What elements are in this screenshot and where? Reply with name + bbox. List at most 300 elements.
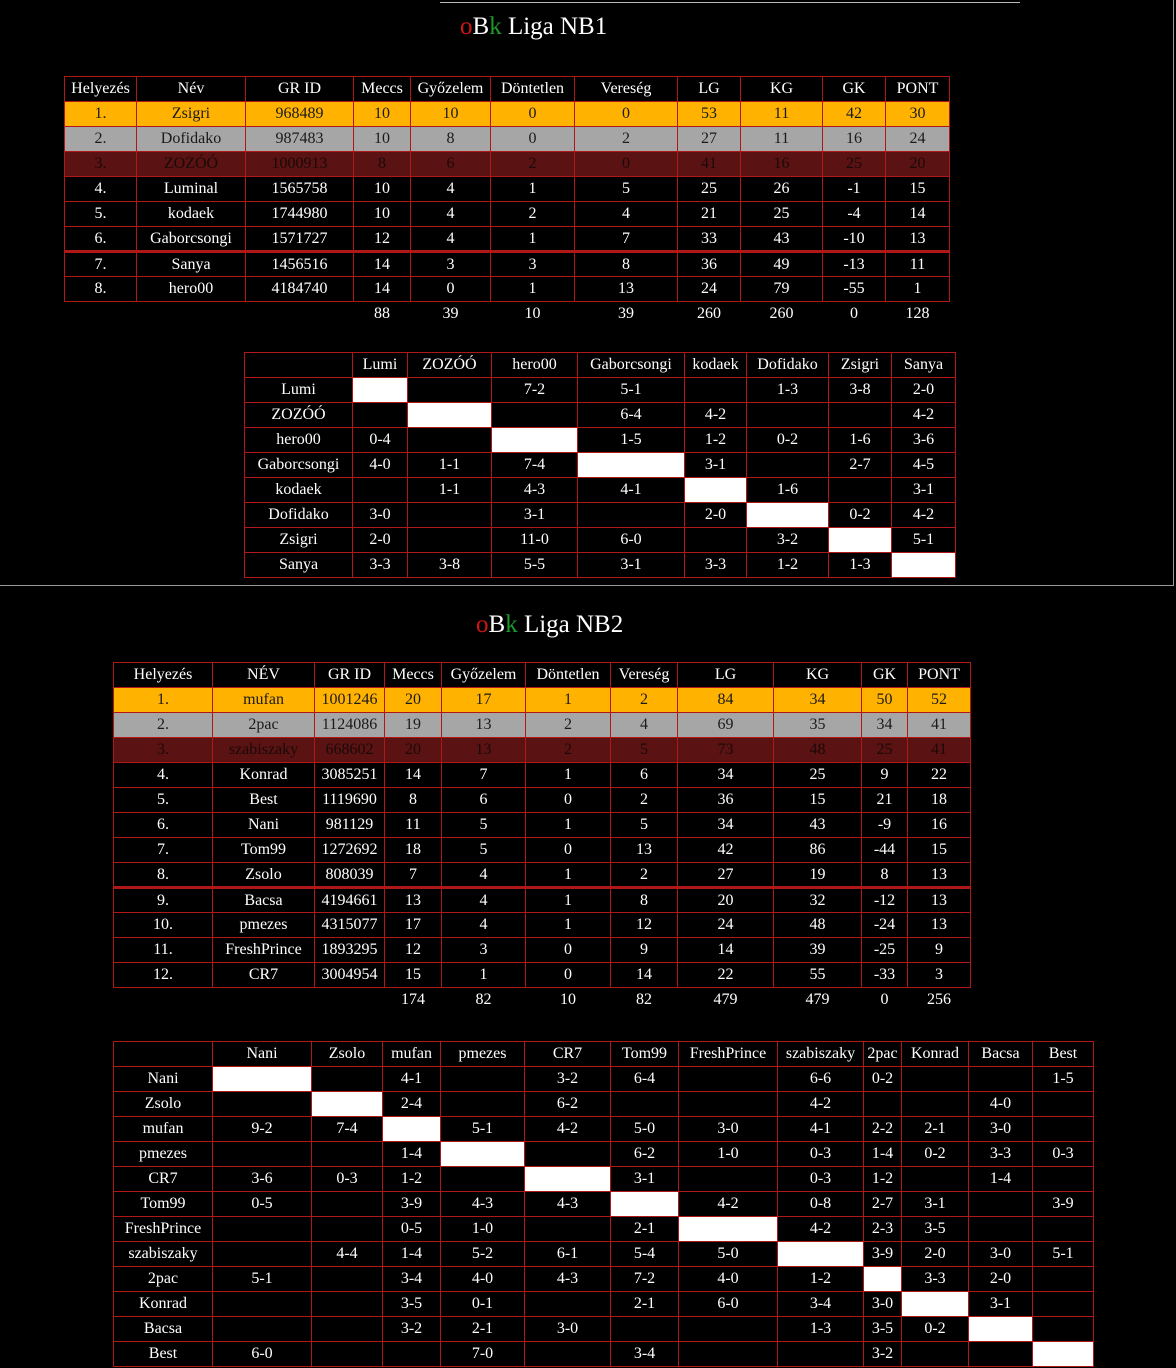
table-cell: 22	[678, 963, 774, 988]
total-cell: 10	[560, 991, 576, 1009]
matrix-score-cell: 4-0	[679, 1267, 778, 1292]
matrix-score-cell	[864, 1092, 902, 1117]
table-cell: 1	[526, 688, 611, 713]
matrix-score-cell	[679, 1317, 778, 1342]
table-cell: 7.	[65, 252, 137, 277]
matrix-score-cell: 4-2	[525, 1117, 611, 1142]
matrix-score-cell: 3-1	[685, 453, 747, 478]
matrix-row-header: 2pac	[114, 1267, 213, 1292]
matrix-row-header: pmezes	[114, 1142, 213, 1167]
table-cell: 36	[678, 252, 741, 277]
table-cell: 11	[385, 813, 442, 838]
table-cell: 1	[886, 277, 950, 302]
table-cell: 24	[678, 277, 741, 302]
nb1-results-matrix	[244, 352, 956, 578]
table-cell: 12.	[114, 963, 213, 988]
nb2-standings-table	[113, 662, 971, 1013]
matrix-score-cell: 6-0	[679, 1292, 778, 1317]
total-cell: 479	[713, 991, 738, 1009]
matrix-row-header: Lumi	[245, 378, 353, 403]
matrix-score-cell: 3-0	[353, 503, 408, 528]
matrix-row-header: Gaborcsongi	[245, 453, 353, 478]
column-header: Helyezés	[114, 663, 213, 688]
matrix-row	[114, 1117, 1094, 1142]
matrix-score-cell: 3-1	[892, 478, 956, 503]
matrix-score-cell: 4-2	[892, 403, 956, 428]
table-cell: 10	[354, 177, 411, 202]
matrix-score-cell: 1-4	[383, 1142, 441, 1167]
matrix-score-cell	[408, 428, 492, 453]
table-row	[114, 738, 971, 763]
table-cell: 49	[741, 252, 823, 277]
matrix-diagonal-cell	[353, 378, 408, 403]
table-cell: 981129	[315, 813, 385, 838]
table-cell: 0	[491, 127, 575, 152]
table-cell: szabiszaky	[213, 738, 315, 763]
matrix-score-cell: 3-5	[383, 1292, 441, 1317]
column-header: Döntetlen	[526, 663, 611, 688]
table-cell: 4	[442, 888, 526, 913]
table-row	[114, 688, 971, 713]
matrix-score-cell: 1-4	[864, 1142, 902, 1167]
matrix-score-cell: 4-3	[525, 1192, 611, 1217]
matrix-score-cell	[441, 1092, 525, 1117]
matrix-score-cell: 5-2	[441, 1242, 525, 1267]
table-cell: 18	[385, 838, 442, 863]
matrix-row	[114, 1142, 1094, 1167]
matrix-score-cell: 0-3	[312, 1167, 383, 1192]
table-cell: 55	[774, 963, 862, 988]
matrix-score-cell: 3-9	[383, 1192, 441, 1217]
column-header: GK	[823, 77, 886, 102]
matrix-diagonal-cell	[611, 1192, 679, 1217]
table-cell: -10	[823, 227, 886, 252]
matrix-score-cell: 0-2	[829, 503, 892, 528]
table-cell: 3	[491, 252, 575, 277]
matrix-score-cell	[829, 478, 892, 503]
table-cell: 1744980	[246, 202, 354, 227]
matrix-score-cell: 0-3	[778, 1167, 864, 1192]
nb2-results-matrix	[113, 1041, 1094, 1367]
table-cell: 8.	[114, 863, 213, 888]
column-header: Győzelem	[442, 663, 526, 688]
matrix-score-cell	[1033, 1267, 1094, 1292]
table-cell: 69	[678, 713, 774, 738]
matrix-column-header: Best	[1033, 1042, 1094, 1067]
table-cell: 48	[774, 913, 862, 938]
matrix-score-cell	[679, 1167, 778, 1192]
matrix-diagonal-cell	[408, 403, 492, 428]
matrix-score-cell: 6-2	[525, 1092, 611, 1117]
matrix-score-cell: 0-3	[778, 1142, 864, 1167]
total-cell: 88	[374, 305, 390, 323]
matrix-row	[114, 1342, 1094, 1367]
table-cell: 1571727	[246, 227, 354, 252]
matrix-score-cell: 4-5	[892, 453, 956, 478]
total-cell: 0	[880, 991, 889, 1009]
matrix-score-cell	[353, 478, 408, 503]
table-cell: 35	[774, 713, 862, 738]
matrix-score-cell: 7-2	[611, 1267, 679, 1292]
table-cell: 34	[774, 688, 862, 713]
matrix-score-cell: 0-5	[383, 1217, 441, 1242]
table-cell: 5	[611, 738, 678, 763]
table-cell: Zsigri	[137, 102, 246, 127]
matrix-score-cell: 1-2	[747, 553, 829, 578]
table-cell: 1.	[65, 102, 137, 127]
table-cell: -33	[862, 963, 908, 988]
table-cell: 50	[862, 688, 908, 713]
table-cell: -25	[862, 938, 908, 963]
table-cell: Luminal	[137, 177, 246, 202]
table-cell: 26	[741, 177, 823, 202]
matrix-score-cell: 4-0	[969, 1092, 1033, 1117]
matrix-score-cell	[902, 1092, 969, 1117]
table-cell: 6	[611, 763, 678, 788]
matrix-score-cell: 3-4	[611, 1342, 679, 1367]
table-row	[65, 277, 950, 302]
matrix-score-cell	[213, 1142, 312, 1167]
matrix-row-header: szabiszaky	[114, 1242, 213, 1267]
matrix-score-cell: 1-4	[383, 1242, 441, 1267]
table-cell: 10	[411, 102, 491, 127]
table-cell: 14	[678, 938, 774, 963]
table-cell: 25	[862, 738, 908, 763]
matrix-score-cell: 1-2	[383, 1167, 441, 1192]
table-cell: 808039	[315, 863, 385, 888]
column-header: PONT	[908, 663, 971, 688]
nb1-standings-table	[64, 76, 950, 327]
matrix-score-cell	[312, 1292, 383, 1317]
matrix-score-cell: 1-0	[441, 1217, 525, 1242]
matrix-score-cell: 1-5	[578, 428, 685, 453]
table-cell: Tom99	[213, 838, 315, 863]
table-cell: 9.	[114, 888, 213, 913]
table-cell: 86	[774, 838, 862, 863]
matrix-row	[114, 1292, 1094, 1317]
table-cell: Best	[213, 788, 315, 813]
table-row	[114, 863, 971, 888]
table-cell: 41	[908, 713, 971, 738]
column-header: KG	[741, 77, 823, 102]
table-row	[114, 913, 971, 938]
table-cell: 4.	[65, 177, 137, 202]
matrix-row	[245, 428, 956, 453]
table-cell: 5.	[114, 788, 213, 813]
table-cell: 13	[575, 277, 678, 302]
table-cell: 6.	[114, 813, 213, 838]
matrix-column-header: Zsolo	[312, 1042, 383, 1067]
column-header: GR ID	[246, 77, 354, 102]
table-row	[114, 938, 971, 963]
matrix-score-cell	[525, 1142, 611, 1167]
table-cell: 48	[774, 738, 862, 763]
matrix-score-cell: 2-0	[685, 503, 747, 528]
matrix-score-cell: 1-2	[864, 1167, 902, 1192]
matrix-row-header: Konrad	[114, 1292, 213, 1317]
matrix-score-cell: 3-2	[525, 1067, 611, 1092]
table-cell: 7.	[114, 838, 213, 863]
matrix-score-cell: 3-8	[408, 553, 492, 578]
table-cell: -44	[862, 838, 908, 863]
table-cell: 12	[385, 938, 442, 963]
table-cell: 39	[774, 938, 862, 963]
table-cell: 9	[862, 763, 908, 788]
matrix-score-cell: 0-5	[213, 1192, 312, 1217]
table-cell: 17	[442, 688, 526, 713]
matrix-score-cell	[1033, 1317, 1094, 1342]
table-cell: 1456516	[246, 252, 354, 277]
table-cell: 9	[611, 938, 678, 963]
table-cell: 2	[491, 202, 575, 227]
table-row	[65, 152, 950, 177]
table-cell: 1	[526, 763, 611, 788]
matrix-row-header: Tom99	[114, 1192, 213, 1217]
matrix-column-header: hero00	[492, 353, 578, 378]
table-cell: 13	[442, 738, 526, 763]
table-cell: hero00	[137, 277, 246, 302]
matrix-column-header: Gaborcsongi	[578, 353, 685, 378]
table-row	[65, 252, 950, 277]
matrix-diagonal-cell	[525, 1167, 611, 1192]
table-row	[65, 102, 950, 127]
matrix-score-cell: 6-0	[578, 528, 685, 553]
table-cell: 19	[774, 863, 862, 888]
table-row	[114, 963, 971, 988]
table-cell: 15	[886, 177, 950, 202]
table-cell: 5	[442, 813, 526, 838]
table-row	[114, 888, 971, 913]
table-cell: 4	[575, 202, 678, 227]
matrix-score-cell: 4-3	[525, 1267, 611, 1292]
table-cell: 43	[774, 813, 862, 838]
table-cell: 1	[526, 888, 611, 913]
matrix-score-cell: 3-0	[864, 1292, 902, 1317]
table-row	[114, 813, 971, 838]
table-cell: 3	[908, 963, 971, 988]
matrix-score-cell: 4-1	[778, 1117, 864, 1142]
table-cell: -13	[823, 252, 886, 277]
matrix-score-cell: 7-2	[492, 378, 578, 403]
matrix-row-header: kodaek	[245, 478, 353, 503]
matrix-score-cell: 5-0	[679, 1242, 778, 1267]
table-cell: 18	[908, 788, 971, 813]
table-cell: 34	[678, 813, 774, 838]
table-cell: 5.	[65, 202, 137, 227]
matrix-score-cell: 1-2	[685, 428, 747, 453]
matrix-score-cell: 2-1	[441, 1317, 525, 1342]
table-cell: 0	[526, 938, 611, 963]
total-cell: 0	[850, 305, 858, 323]
matrix-score-cell	[679, 1092, 778, 1117]
matrix-row	[245, 503, 956, 528]
table-cell: 1272692	[315, 838, 385, 863]
table-cell: 15	[908, 838, 971, 863]
table-cell: 12	[611, 913, 678, 938]
table-cell: 52	[908, 688, 971, 713]
matrix-diagonal-cell	[492, 428, 578, 453]
matrix-score-cell	[492, 403, 578, 428]
table-cell: 4315077	[315, 913, 385, 938]
matrix-score-cell: 4-4	[312, 1242, 383, 1267]
matrix-score-cell: 3-3	[969, 1142, 1033, 1167]
matrix-row	[114, 1192, 1094, 1217]
matrix-score-cell	[312, 1067, 383, 1092]
matrix-row-header: Dofidako	[245, 503, 353, 528]
table-cell: 968489	[246, 102, 354, 127]
table-cell: 0	[491, 102, 575, 127]
table-cell: 0	[526, 838, 611, 863]
table-cell: 2	[611, 788, 678, 813]
table-cell: 25	[823, 152, 886, 177]
matrix-score-cell: 9-2	[213, 1117, 312, 1142]
matrix-score-cell: 3-0	[969, 1117, 1033, 1142]
matrix-header-row	[245, 353, 956, 378]
table-cell: 2	[611, 863, 678, 888]
matrix-score-cell: 5-1	[1033, 1242, 1094, 1267]
total-cell: 256	[927, 991, 951, 1009]
table-cell: 2	[491, 152, 575, 177]
matrix-score-cell	[902, 1167, 969, 1192]
table-cell: Sanya	[137, 252, 246, 277]
matrix-diagonal-cell	[864, 1267, 902, 1292]
matrix-score-cell: 4-1	[578, 478, 685, 503]
table-cell: 32	[774, 888, 862, 913]
matrix-score-cell	[353, 403, 408, 428]
table-cell: 14	[354, 277, 411, 302]
table-cell: 14	[611, 963, 678, 988]
matrix-row-header: Zsigri	[245, 528, 353, 553]
matrix-score-cell: 3-4	[778, 1292, 864, 1317]
matrix-row-header: mufan	[114, 1117, 213, 1142]
matrix-column-header: Konrad	[902, 1042, 969, 1067]
matrix-column-header: Nani	[213, 1042, 312, 1067]
matrix-score-cell: 5-1	[892, 528, 956, 553]
matrix-score-cell: 1-4	[969, 1167, 1033, 1192]
table-cell: 84	[678, 688, 774, 713]
matrix-score-cell	[611, 1092, 679, 1117]
table-cell: 4	[442, 913, 526, 938]
matrix-score-cell	[829, 403, 892, 428]
table-cell: pmezes	[213, 913, 315, 938]
table-cell: 0	[575, 152, 678, 177]
column-header: GK	[862, 663, 908, 688]
matrix-score-cell: 7-0	[441, 1342, 525, 1367]
matrix-row-header: Zsolo	[114, 1092, 213, 1117]
column-header: Meccs	[385, 663, 442, 688]
table-cell: 34	[678, 763, 774, 788]
table-cell: 7	[575, 227, 678, 252]
table-cell: mufan	[213, 688, 315, 713]
matrix-row	[114, 1092, 1094, 1117]
matrix-diagonal-cell	[1033, 1342, 1094, 1367]
matrix-score-cell: 4-2	[685, 403, 747, 428]
matrix-score-cell: 5-1	[213, 1267, 312, 1292]
matrix-score-cell: 3-0	[969, 1242, 1033, 1267]
matrix-score-cell	[1033, 1092, 1094, 1117]
total-cell: 260	[769, 305, 794, 323]
matrix-diagonal-cell	[312, 1092, 383, 1117]
matrix-score-cell: 4-2	[679, 1192, 778, 1217]
matrix-score-cell	[408, 528, 492, 553]
matrix-score-cell	[679, 1342, 778, 1367]
table-cell: 1	[442, 963, 526, 988]
table-cell: 10	[354, 202, 411, 227]
matrix-score-cell	[213, 1292, 312, 1317]
matrix-score-cell	[441, 1067, 525, 1092]
matrix-diagonal-cell	[679, 1217, 778, 1242]
matrix-score-cell: 3-6	[892, 428, 956, 453]
table-cell: 20	[385, 688, 442, 713]
table-cell: -1	[823, 177, 886, 202]
table-cell: 3	[411, 252, 491, 277]
matrix-score-cell	[312, 1192, 383, 1217]
nb2-panel	[0, 588, 1176, 1368]
table-cell: 14	[354, 252, 411, 277]
table-cell: -24	[862, 913, 908, 938]
table-cell: 1	[526, 913, 611, 938]
table-cell: 1124086	[315, 713, 385, 738]
table-cell: 0	[526, 963, 611, 988]
table-cell: 2	[526, 738, 611, 763]
column-header: Helyezés	[65, 77, 137, 102]
matrix-score-cell: 3-1	[969, 1292, 1033, 1317]
table-cell: 20	[385, 738, 442, 763]
matrix-score-cell	[213, 1092, 312, 1117]
table-row	[65, 202, 950, 227]
matrix-diagonal-cell	[829, 528, 892, 553]
nb1-title: oBk Liga NB1	[460, 13, 608, 40]
matrix-score-cell	[969, 1217, 1033, 1242]
matrix-score-cell: 4-2	[892, 503, 956, 528]
matrix-score-cell: 2-7	[829, 453, 892, 478]
matrix-score-cell: 0-3	[1033, 1142, 1094, 1167]
header-row	[114, 663, 971, 688]
matrix-row	[114, 1067, 1094, 1092]
matrix-score-cell: 3-3	[685, 553, 747, 578]
total-cell: 128	[905, 305, 930, 323]
table-cell: 25	[678, 177, 741, 202]
matrix-column-header: FreshPrince	[679, 1042, 778, 1067]
column-header: LG	[678, 77, 741, 102]
matrix-column-header: Bacsa	[969, 1042, 1033, 1067]
matrix-score-cell: 6-1	[525, 1242, 611, 1267]
table-cell: 1001246	[315, 688, 385, 713]
table-cell: 25	[774, 763, 862, 788]
matrix-row	[114, 1217, 1094, 1242]
table-cell: 79	[741, 277, 823, 302]
matrix-score-cell	[213, 1317, 312, 1342]
matrix-score-cell: 2-0	[892, 378, 956, 403]
table-cell: 2pac	[213, 713, 315, 738]
table-cell: 43	[741, 227, 823, 252]
matrix-score-cell: 3-9	[1033, 1192, 1094, 1217]
table-cell: 21	[678, 202, 741, 227]
table-cell: 2	[611, 688, 678, 713]
table-cell: ZOZÓÓ	[137, 152, 246, 177]
table-cell: 6	[442, 788, 526, 813]
table-cell: 4	[442, 863, 526, 888]
matrix-score-cell	[1033, 1117, 1094, 1142]
table-cell: 668602	[315, 738, 385, 763]
table-cell: Zsolo	[213, 863, 315, 888]
table-cell: 8	[575, 252, 678, 277]
matrix-score-cell	[441, 1167, 525, 1192]
matrix-score-cell	[383, 1342, 441, 1367]
matrix-row	[245, 553, 956, 578]
matrix-column-header: CR7	[525, 1042, 611, 1067]
matrix-score-cell: 7-4	[312, 1117, 383, 1142]
